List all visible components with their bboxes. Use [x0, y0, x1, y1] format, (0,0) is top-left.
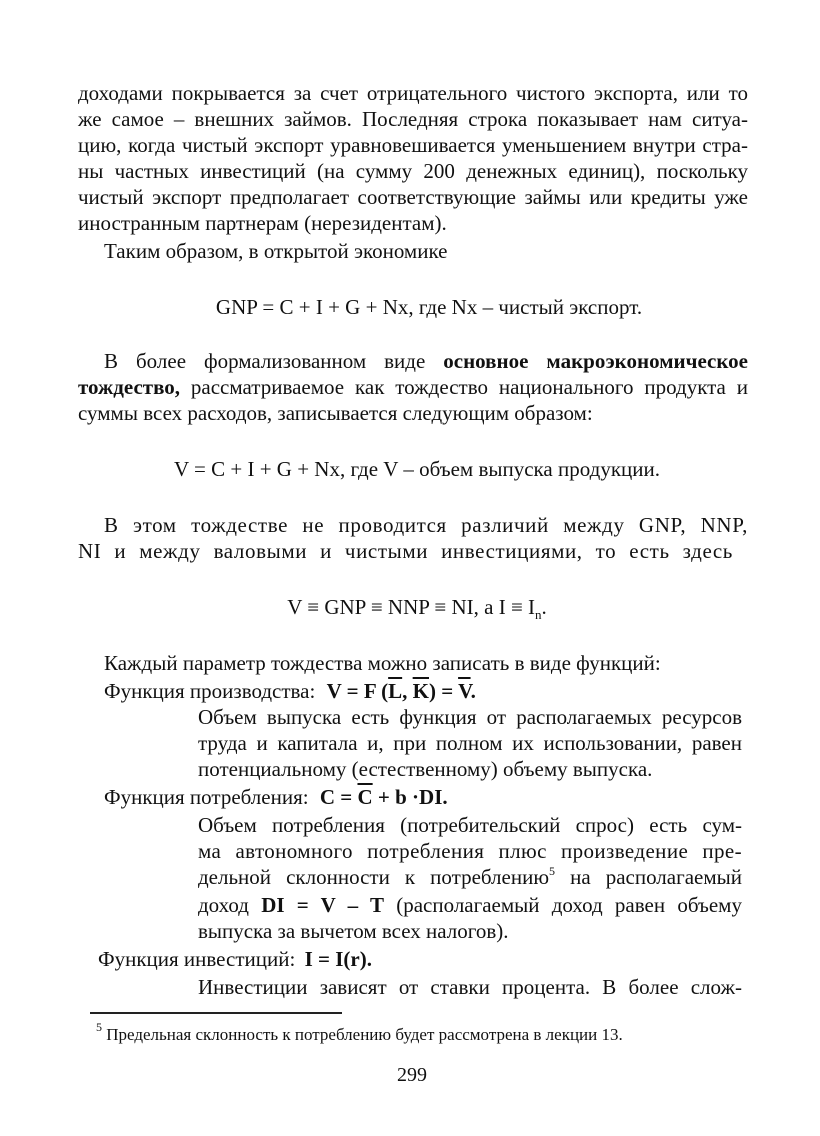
term-identity: тождество, — [78, 375, 181, 399]
paragraph3-line-1: В этом тождестве не проводится различий между GNP, NNP, — [104, 513, 748, 537]
paragraph2-line-2 — [78, 374, 748, 400]
consumption-desc-line-3-tail: на располагаемый — [555, 865, 742, 889]
footnote-mark: 5 — [96, 1020, 102, 1034]
footnote-text: Предельная склонность к потреблению будет рассмотрена в лекции 13. — [102, 1025, 623, 1044]
identity-formula-tail: . — [541, 595, 547, 619]
consumption-function-formula: $C = \overline{C} + b \cdot DI$. — [319, 785, 448, 809]
consumption-desc-line-5: выпуска за вычетом всех налогов). — [198, 919, 509, 943]
production-function-label: Функция производства: — [104, 679, 316, 703]
consumption-desc-line-1: Объем потребления (потребительский спрос) есть сум- — [198, 813, 742, 837]
investment-desc-line-1: Инвестиции зависят от ставки процента. В более слож- — [198, 975, 742, 999]
production-desc-line-2: труда и капитала и, при полном их использовании, равен — [198, 731, 742, 755]
disposable-income-formula: DI = V – T — [261, 893, 384, 917]
footnote-rule — [90, 1012, 342, 1014]
paragraph2-line-1-text: В более формализованном виде — [104, 349, 444, 373]
footnote-ref-5: 5 — [549, 864, 556, 878]
paragraph1-line-2: же самое – внешних займов. Последняя строка показывает нам ситуа- — [78, 107, 748, 131]
open-economy-intro: Таким образом, в открытой экономике — [104, 239, 448, 263]
consumption-desc-line-4 — [198, 892, 742, 918]
production-desc-line-1: Объем выпуска есть функция от располагаемых ресурсов — [198, 705, 742, 729]
consumption-desc-line-4-tail: (располагаемый доход равен объему — [383, 893, 742, 917]
page-number: 299 — [397, 1064, 427, 1086]
paragraph1-line-1: доходами покрывается за счет отрицательного чистого экспорта, или то — [78, 81, 748, 105]
output-formula: V = C + I + G + Nx, где V – объем выпуска продукции. — [173, 457, 660, 481]
consumption-desc-line-3 — [198, 864, 742, 890]
production-function-formula: V = F ($\overline{L}$, $\overline{K}) = \overline{V}$. — [326, 679, 476, 703]
gnp-formula: GNP = C + I + G + Nx, где Nx – чистый экспорт. — [215, 295, 643, 319]
paragraph1-line-4: ны частных инвестиций (на сумму 200 денежных единиц), поскольку — [78, 159, 748, 183]
functions-intro: Каждый параметр тождества можно записать в виде функций: — [104, 651, 661, 675]
paragraph3-line-2: NI и между валовыми и чистыми инвестициями, то есть здесь — [78, 539, 733, 563]
paragraph1-line-6: иностранным партнерам (нерезидентам). — [78, 211, 447, 235]
identity-formula-subscript: n — [535, 607, 542, 622]
paragraph2-line-1 — [104, 348, 748, 374]
consumption-desc-line-2: ма автономного потребления плюс произведение пре- — [198, 839, 742, 863]
consumption-desc-line-3-text: дельной склонности к потреблению — [198, 865, 550, 889]
production-desc-line-3: потенциальному (естественному) объему выпуска. — [198, 757, 653, 781]
consumption-desc-line-4-text: доход — [198, 893, 262, 917]
consumption-function-label: Функция потребления: — [104, 785, 309, 809]
paragraph1-line-3: цию, когда чистый экспорт уравновешивается уменьшением внутри стра- — [78, 133, 748, 157]
production-function-line — [104, 678, 476, 704]
term-basic-macro-identity: основное макроэкономическое — [443, 349, 748, 373]
paragraph2-line-3: суммы всех расходов, записывается следующим образом: — [78, 401, 593, 425]
investment-function-line — [98, 946, 372, 972]
paragraph1-line-5: чистый экспорт предполагает соответствующие займы или кредиты уже — [78, 185, 748, 209]
identity-formula — [0, 594, 820, 620]
investment-function-label: Функция инвестиций: — [98, 947, 296, 971]
footnote — [96, 1022, 623, 1048]
investment-function-formula: I = I(r). — [304, 947, 372, 971]
paragraph2-line-2-text: рассматриваемое как тождество национального продукта и — [180, 375, 748, 399]
consumption-function-line — [104, 784, 448, 810]
identity-formula-main: V ≡ GNP ≡ NNP ≡ NI, а I ≡ I — [287, 595, 536, 619]
